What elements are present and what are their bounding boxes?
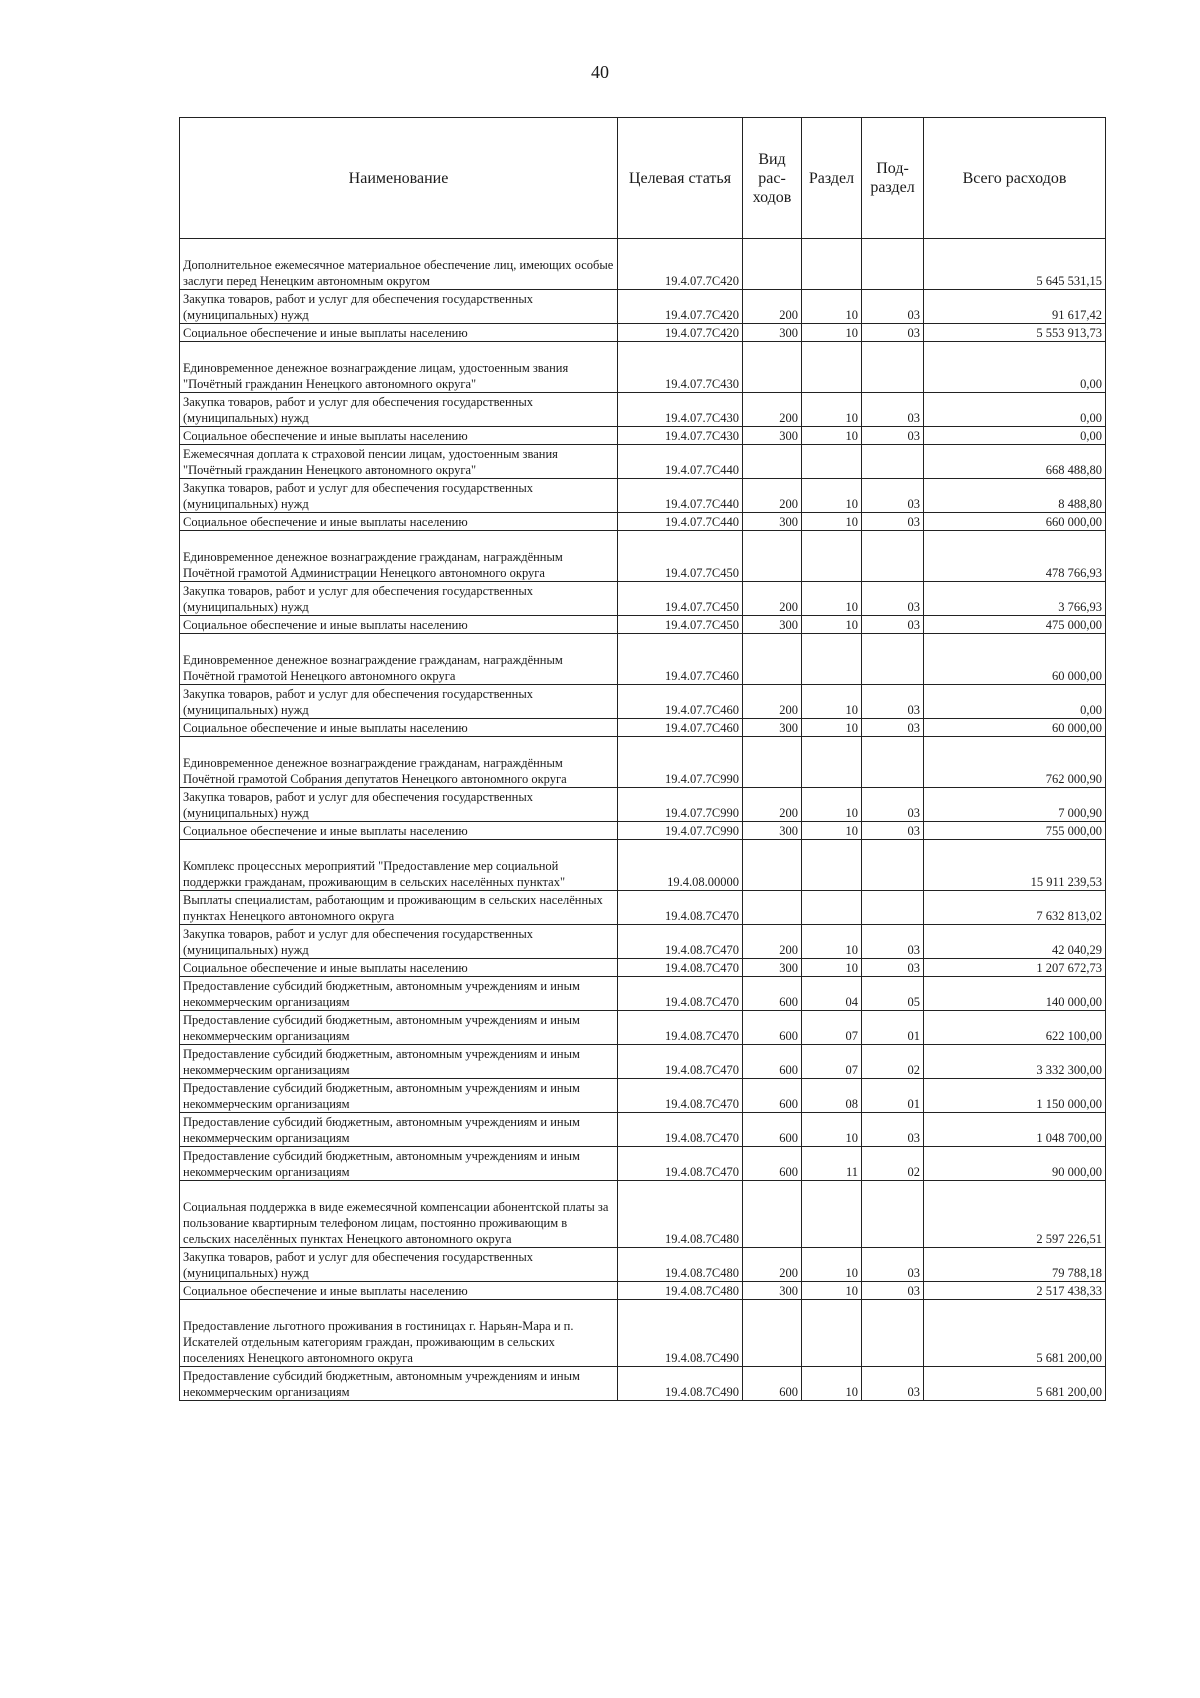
- row-section: 10: [802, 1282, 862, 1300]
- row-name: Предоставление субсидий бюджетным, автономным учреждениям и иным некоммерческим организациям: [180, 1147, 618, 1181]
- row-section: [802, 342, 862, 393]
- row-name: Закупка товаров, работ и услуг для обеспечения государственных (муниципальных) нужд: [180, 685, 618, 719]
- row-subsection: [862, 342, 924, 393]
- row-section: 10: [802, 513, 862, 531]
- row-section: [802, 445, 862, 479]
- row-target-item: 19.4.07.7С420: [618, 290, 743, 324]
- row-name: Предоставление субсидий бюджетным, автономным учреждениям и иным некоммерческим организациям: [180, 1045, 618, 1079]
- row-section: [802, 531, 862, 582]
- row-expense-type: 300: [743, 719, 802, 737]
- row-expense-type: 300: [743, 324, 802, 342]
- row-section: 07: [802, 1045, 862, 1079]
- row-target-item: 19.4.08.7С470: [618, 977, 743, 1011]
- table-row: [180, 393, 1106, 427]
- table-row: [180, 959, 1106, 977]
- row-section: 10: [802, 290, 862, 324]
- row-total: 90 000,00: [924, 1147, 1106, 1181]
- row-total: 0,00: [924, 342, 1106, 393]
- row-target-item: 19.4.08.7С470: [618, 1113, 743, 1147]
- table-row: [180, 582, 1106, 616]
- row-section: 10: [802, 925, 862, 959]
- table-row: [180, 290, 1106, 324]
- row-target-item: 19.4.08.7С480: [618, 1282, 743, 1300]
- table-row: [180, 513, 1106, 531]
- row-subsection: 03: [862, 959, 924, 977]
- row-subsection: [862, 1181, 924, 1248]
- row-expense-type: 300: [743, 616, 802, 634]
- row-expense-type: 600: [743, 977, 802, 1011]
- row-name: Социальное обеспечение и иные выплаты населению: [180, 427, 618, 445]
- row-expense-type: 300: [743, 1282, 802, 1300]
- table-row: [180, 1181, 1106, 1248]
- row-section: 08: [802, 1079, 862, 1113]
- row-expense-type: [743, 445, 802, 479]
- row-expense-type: 600: [743, 1147, 802, 1181]
- row-name: Закупка товаров, работ и услуг для обеспечения государственных (муниципальных) нужд: [180, 788, 618, 822]
- row-target-item: 19.4.08.7С480: [618, 1248, 743, 1282]
- row-subsection: 03: [862, 925, 924, 959]
- table-row: [180, 977, 1106, 1011]
- header-name: Наименование: [180, 118, 618, 239]
- row-name: Закупка товаров, работ и услуг для обеспечения государственных (муниципальных) нужд: [180, 925, 618, 959]
- table-row: [180, 479, 1106, 513]
- row-expense-type: 300: [743, 822, 802, 840]
- row-section: [802, 1181, 862, 1248]
- row-subsection: 03: [862, 324, 924, 342]
- row-name: Единовременное денежное вознаграждение гражданам, награждённым Почётной грамотой Ненецкого автономного округа: [180, 634, 618, 685]
- row-section: 10: [802, 1113, 862, 1147]
- row-expense-type: 300: [743, 427, 802, 445]
- row-subsection: 03: [862, 582, 924, 616]
- page-number: 40: [591, 62, 609, 82]
- row-total: 5 553 913,73: [924, 324, 1106, 342]
- header-section: Раздел: [802, 118, 862, 239]
- row-section: 10: [802, 616, 862, 634]
- row-target-item: 19.4.08.7С490: [618, 1300, 743, 1367]
- row-name: Единовременное денежное вознаграждение лицам, удостоенным звания "Почётный гражданин Ненецкого автономного округа": [180, 342, 618, 393]
- row-subsection: 03: [862, 1113, 924, 1147]
- row-expense-type: [743, 891, 802, 925]
- row-expense-type: [743, 342, 802, 393]
- row-name: Закупка товаров, работ и услуг для обеспечения государственных (муниципальных) нужд: [180, 479, 618, 513]
- row-name: Социальное обеспечение и иные выплаты населению: [180, 822, 618, 840]
- table-row: [180, 1248, 1106, 1282]
- header-total: Всего расходов: [924, 118, 1106, 239]
- row-name: Социальное обеспечение и иные выплаты населению: [180, 616, 618, 634]
- row-expense-type: 600: [743, 1079, 802, 1113]
- row-total: 3 766,93: [924, 582, 1106, 616]
- row-subsection: 03: [862, 822, 924, 840]
- table-row: [180, 445, 1106, 479]
- row-name: Предоставление субсидий бюджетным, автономным учреждениям и иным некоммерческим организациям: [180, 977, 618, 1011]
- table-row: [180, 737, 1106, 788]
- table-body: [180, 239, 1106, 1401]
- row-target-item: 19.4.08.7С470: [618, 1147, 743, 1181]
- table-row: [180, 925, 1106, 959]
- row-total: 5 681 200,00: [924, 1367, 1106, 1401]
- table-row: [180, 324, 1106, 342]
- row-name: Закупка товаров, работ и услуг для обеспечения государственных (муниципальных) нужд: [180, 290, 618, 324]
- row-name: Закупка товаров, работ и услуг для обеспечения государственных (муниципальных) нужд: [180, 582, 618, 616]
- row-target-item: 19.4.07.7С450: [618, 582, 743, 616]
- row-expense-type: 600: [743, 1367, 802, 1401]
- row-section: 10: [802, 1367, 862, 1401]
- expenditure-table: [179, 117, 1106, 1401]
- row-section: [802, 737, 862, 788]
- row-name: Предоставление субсидий бюджетным, автономным учреждениям и иным некоммерческим организациям: [180, 1367, 618, 1401]
- table-row: [180, 1147, 1106, 1181]
- row-expense-type: [743, 737, 802, 788]
- row-total: 15 911 239,53: [924, 840, 1106, 891]
- row-name: Предоставление субсидий бюджетным, автономным учреждениям и иным некоммерческим организациям: [180, 1011, 618, 1045]
- row-target-item: 19.4.08.7С470: [618, 959, 743, 977]
- row-subsection: 03: [862, 788, 924, 822]
- table-row: [180, 891, 1106, 925]
- row-total: 5 681 200,00: [924, 1300, 1106, 1367]
- row-target-item: 19.4.07.7С420: [618, 324, 743, 342]
- row-expense-type: 200: [743, 925, 802, 959]
- row-total: 668 488,80: [924, 445, 1106, 479]
- row-subsection: [862, 891, 924, 925]
- row-total: 79 788,18: [924, 1248, 1106, 1282]
- row-total: 1 048 700,00: [924, 1113, 1106, 1147]
- row-target-item: 19.4.07.7С420: [618, 239, 743, 290]
- row-expense-type: [743, 239, 802, 290]
- row-name: Комплекс процессных мероприятий "Предоставление мер социальной поддержки гражданам, проживающим в сельских населённых пунктах": [180, 840, 618, 891]
- row-section: 10: [802, 393, 862, 427]
- row-total: 140 000,00: [924, 977, 1106, 1011]
- row-expense-type: [743, 634, 802, 685]
- row-total: 1 207 672,73: [924, 959, 1106, 977]
- row-target-item: 19.4.08.7С470: [618, 891, 743, 925]
- table-row: [180, 1367, 1106, 1401]
- row-section: [802, 239, 862, 290]
- table-row: [180, 1113, 1106, 1147]
- row-target-item: 19.4.08.7С470: [618, 925, 743, 959]
- row-expense-type: 200: [743, 290, 802, 324]
- row-subsection: 03: [862, 513, 924, 531]
- row-subsection: 03: [862, 1282, 924, 1300]
- table-row: [180, 616, 1106, 634]
- row-subsection: 03: [862, 1367, 924, 1401]
- table-row: [180, 531, 1106, 582]
- row-section: 10: [802, 788, 862, 822]
- table-header-row: [180, 118, 1106, 239]
- row-expense-type: 200: [743, 582, 802, 616]
- row-expense-type: 200: [743, 685, 802, 719]
- row-name: Социальное обеспечение и иные выплаты населению: [180, 959, 618, 977]
- row-subsection: 03: [862, 427, 924, 445]
- row-section: 10: [802, 685, 862, 719]
- row-total: 60 000,00: [924, 719, 1106, 737]
- row-name: Закупка товаров, работ и услуг для обеспечения государственных (муниципальных) нужд: [180, 393, 618, 427]
- table-row: [180, 634, 1106, 685]
- row-section: 07: [802, 1011, 862, 1045]
- row-subsection: [862, 531, 924, 582]
- table-row: [180, 1282, 1106, 1300]
- row-name: Социальное обеспечение и иные выплаты населению: [180, 324, 618, 342]
- row-section: 10: [802, 822, 862, 840]
- row-expense-type: [743, 840, 802, 891]
- row-subsection: 03: [862, 290, 924, 324]
- row-target-item: 19.4.07.7С990: [618, 788, 743, 822]
- row-name: Социальное обеспечение и иные выплаты населению: [180, 719, 618, 737]
- row-total: 2 517 438,33: [924, 1282, 1106, 1300]
- row-name: Выплаты специалистам, работающим и проживающим в сельских населённых пунктах Ненецкого автономного округа: [180, 891, 618, 925]
- row-name: Ежемесячная доплата к страховой пенсии лицам, удостоенным звания "Почётный гражданин Ненецкого автономного округа": [180, 445, 618, 479]
- row-section: [802, 840, 862, 891]
- row-target-item: 19.4.07.7С450: [618, 531, 743, 582]
- row-total: 0,00: [924, 393, 1106, 427]
- row-name: Закупка товаров, работ и услуг для обеспечения государственных (муниципальных) нужд: [180, 1248, 618, 1282]
- row-name: Социальное обеспечение и иные выплаты населению: [180, 513, 618, 531]
- row-expense-type: [743, 531, 802, 582]
- row-total: 60 000,00: [924, 634, 1106, 685]
- row-total: 2 597 226,51: [924, 1181, 1106, 1248]
- row-name: Социальная поддержка в виде ежемесячной компенсации абонентской платы за пользование квартирным телефоном лицам, постоянно проживающим в сельских населённых пунктах Ненецкого автономного округа: [180, 1181, 618, 1248]
- row-expense-type: 600: [743, 1113, 802, 1147]
- row-section: 10: [802, 719, 862, 737]
- row-target-item: 19.4.08.7С470: [618, 1045, 743, 1079]
- row-name: Социальное обеспечение и иные выплаты населению: [180, 1282, 618, 1300]
- row-name: Предоставление субсидий бюджетным, автономным учреждениям и иным некоммерческим организациям: [180, 1113, 618, 1147]
- row-total: 91 617,42: [924, 290, 1106, 324]
- row-expense-type: [743, 1181, 802, 1248]
- row-subsection: [862, 737, 924, 788]
- row-subsection: 03: [862, 479, 924, 513]
- row-total: 7 632 813,02: [924, 891, 1106, 925]
- row-subsection: 02: [862, 1045, 924, 1079]
- row-total: 3 332 300,00: [924, 1045, 1106, 1079]
- row-target-item: 19.4.07.7С430: [618, 342, 743, 393]
- header-target-item: Целевая статья: [618, 118, 743, 239]
- row-target-item: 19.4.07.7С440: [618, 445, 743, 479]
- row-subsection: 02: [862, 1147, 924, 1181]
- row-total: 7 000,90: [924, 788, 1106, 822]
- row-target-item: 19.4.07.7С450: [618, 616, 743, 634]
- row-target-item: 19.4.08.7С490: [618, 1367, 743, 1401]
- row-target-item: 19.4.07.7С430: [618, 393, 743, 427]
- row-subsection: [862, 840, 924, 891]
- row-expense-type: 600: [743, 1045, 802, 1079]
- row-subsection: [862, 239, 924, 290]
- row-target-item: 19.4.07.7С440: [618, 513, 743, 531]
- row-target-item: 19.4.08.00000: [618, 840, 743, 891]
- row-total: 755 000,00: [924, 822, 1106, 840]
- row-name: Единовременное денежное вознаграждение гражданам, награждённым Почётной грамотой Администрации Ненецкого автономного округа: [180, 531, 618, 582]
- row-section: [802, 891, 862, 925]
- row-subsection: 01: [862, 1079, 924, 1113]
- row-total: 622 100,00: [924, 1011, 1106, 1045]
- row-section: 11: [802, 1147, 862, 1181]
- table-row: [180, 1079, 1106, 1113]
- row-expense-type: 200: [743, 393, 802, 427]
- table-row: [180, 788, 1106, 822]
- table-row: [180, 239, 1106, 290]
- row-section: 10: [802, 427, 862, 445]
- row-subsection: [862, 445, 924, 479]
- row-total: 42 040,29: [924, 925, 1106, 959]
- row-target-item: 19.4.07.7С990: [618, 737, 743, 788]
- row-target-item: 19.4.07.7С990: [618, 822, 743, 840]
- row-total: 660 000,00: [924, 513, 1106, 531]
- row-subsection: 03: [862, 393, 924, 427]
- table-row: [180, 840, 1106, 891]
- row-name: Единовременное денежное вознаграждение гражданам, награждённым Почётной грамотой Собрания депутатов Ненецкого автономного округа: [180, 737, 618, 788]
- row-expense-type: 300: [743, 513, 802, 531]
- row-total: 5 645 531,15: [924, 239, 1106, 290]
- header-expense-type: Вид рас- ходов: [743, 118, 802, 239]
- row-subsection: 05: [862, 977, 924, 1011]
- row-subsection: [862, 634, 924, 685]
- table-row: [180, 1011, 1106, 1045]
- row-target-item: 19.4.07.7С440: [618, 479, 743, 513]
- row-expense-type: 300: [743, 959, 802, 977]
- row-total: 762 000,90: [924, 737, 1106, 788]
- row-subsection: 03: [862, 616, 924, 634]
- row-target-item: 19.4.08.7С480: [618, 1181, 743, 1248]
- row-subsection: 03: [862, 685, 924, 719]
- row-subsection: 03: [862, 1248, 924, 1282]
- row-total: 8 488,80: [924, 479, 1106, 513]
- row-expense-type: 200: [743, 1248, 802, 1282]
- table-row: [180, 822, 1106, 840]
- row-section: 10: [802, 1248, 862, 1282]
- row-target-item: 19.4.07.7С460: [618, 719, 743, 737]
- row-section: 10: [802, 582, 862, 616]
- table-row: [180, 1300, 1106, 1367]
- table-row: [180, 1045, 1106, 1079]
- table-row: [180, 685, 1106, 719]
- row-total: 478 766,93: [924, 531, 1106, 582]
- row-section: 04: [802, 977, 862, 1011]
- row-expense-type: 200: [743, 788, 802, 822]
- row-section: [802, 634, 862, 685]
- row-target-item: 19.4.07.7С460: [618, 634, 743, 685]
- row-target-item: 19.4.07.7С460: [618, 685, 743, 719]
- row-total: 475 000,00: [924, 616, 1106, 634]
- row-subsection: 03: [862, 719, 924, 737]
- row-total: 0,00: [924, 427, 1106, 445]
- row-total: 0,00: [924, 685, 1106, 719]
- row-total: 1 150 000,00: [924, 1079, 1106, 1113]
- row-section: [802, 1300, 862, 1367]
- row-name: Предоставление льготного проживания в гостиницах г. Нарьян-Мара и п. Искателей отдельным категориям граждан, проживающим в сельских поселениях Ненецкого автономного округа: [180, 1300, 618, 1367]
- row-expense-type: [743, 1300, 802, 1367]
- row-name: Дополнительное ежемесячное материальное обеспечение лиц, имеющих особые заслуги перед Ненецким автономным округом: [180, 239, 618, 290]
- header-subsection: Под- раздел: [862, 118, 924, 239]
- row-target-item: 19.4.07.7С430: [618, 427, 743, 445]
- table-row: [180, 427, 1106, 445]
- row-target-item: 19.4.08.7С470: [618, 1011, 743, 1045]
- row-target-item: 19.4.08.7С470: [618, 1079, 743, 1113]
- row-subsection: 01: [862, 1011, 924, 1045]
- row-expense-type: 200: [743, 479, 802, 513]
- row-subsection: [862, 1300, 924, 1367]
- row-section: 10: [802, 324, 862, 342]
- table-row: [180, 342, 1106, 393]
- row-expense-type: 600: [743, 1011, 802, 1045]
- row-name: Предоставление субсидий бюджетным, автономным учреждениям и иным некоммерческим организациям: [180, 1079, 618, 1113]
- row-section: 10: [802, 959, 862, 977]
- row-section: 10: [802, 479, 862, 513]
- table-row: [180, 719, 1106, 737]
